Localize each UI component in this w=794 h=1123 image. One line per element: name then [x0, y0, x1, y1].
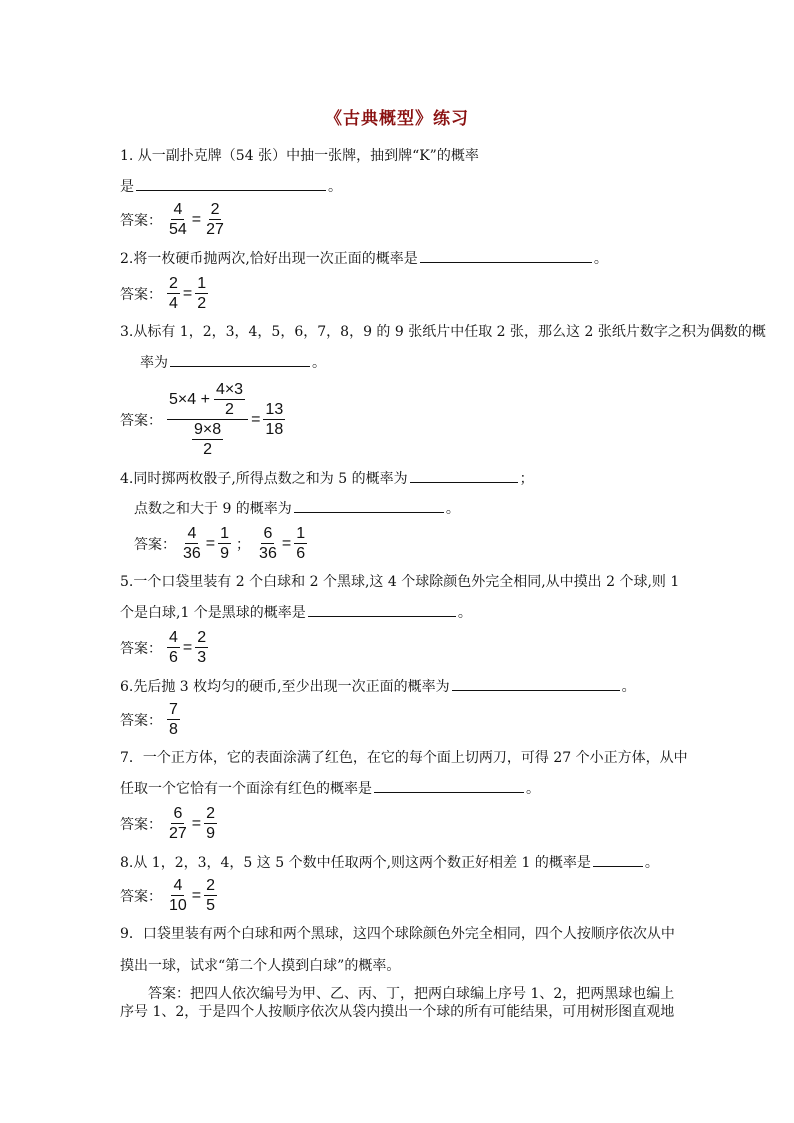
numerator: 4 — [173, 877, 183, 894]
question-2-blank — [420, 248, 592, 263]
answer-2-label: 答案： — [120, 286, 162, 303]
answer-9-line-2: 序号 1、2，于是四个人按顺序依次从袋内摸出一个球的所有可能结果，可用树形图直观地 — [120, 1004, 675, 1020]
equals-sign: = — [191, 814, 202, 832]
answer-7-fraction-1 — [167, 804, 189, 843]
denominator: 2 — [203, 441, 212, 458]
denominator: 36 — [183, 545, 201, 562]
question-1-line-1: 1. 从一副扑克牌（54 张）中抽一张牌，抽到牌“K”的概率 — [120, 148, 479, 164]
answer-1 — [120, 200, 227, 239]
denominator: 2 — [197, 295, 207, 312]
answer-7-label: 答案： — [120, 816, 162, 833]
question-9-line-1: 9．口袋里装有两个白球和两个黑球，这四个球除颜色外完全相同，四个人按顺序依次从中 — [120, 926, 675, 942]
denominator: 2 — [225, 401, 234, 418]
denominator: 6 — [296, 545, 306, 562]
numerator: 4 — [169, 629, 178, 646]
denominator: 27 — [206, 221, 224, 238]
question-4-blank-1 — [410, 468, 518, 483]
answer-8-label: 答案： — [120, 888, 162, 905]
numerator: 6 — [173, 805, 183, 822]
answer-1-label: 答案： — [120, 212, 162, 229]
question-8-text: 8.从 1，2，3，4，5 这 5 个数中任取两个,则这两个数正好相差 1 的概率是 — [120, 855, 591, 871]
question-6-suffix: 。 — [621, 679, 636, 695]
question-4-suffix-2: 。 — [445, 501, 460, 517]
denominator: 10 — [169, 897, 187, 914]
numerator: 2 — [210, 201, 220, 218]
answer-4 — [134, 524, 308, 563]
answer-4-label: 答案： — [134, 536, 176, 553]
question-8-blank — [593, 852, 643, 867]
denominator: 5 — [206, 897, 216, 914]
equals-sign: = — [191, 886, 202, 904]
answer-8 — [120, 876, 218, 915]
question-4-line-1 — [120, 468, 534, 489]
compound-numerator — [167, 380, 248, 420]
answer-9-line-1: 答案：把四人依次编号为甲、乙、丙、丁，把两白球编上序号 1、2，把两黑球也编上 — [148, 986, 675, 1002]
question-7-blank — [374, 778, 524, 793]
denominator-fraction — [192, 420, 223, 459]
question-1-prefix: 是 — [120, 179, 134, 195]
answer-5-fraction-1 — [167, 628, 180, 667]
question-2-text: 2.将一枚硬币抛两次,恰好出现一次正面的概率是 — [120, 251, 418, 267]
numerator-expression: 5×4 + — [169, 391, 210, 408]
question-4-line-2 — [134, 498, 460, 519]
numerator: 6 — [263, 525, 273, 542]
numerator: 7 — [169, 701, 178, 718]
numerator: 2 — [169, 275, 178, 292]
numerator: 4×3 — [215, 381, 244, 398]
answer-2 — [120, 274, 209, 313]
question-4-blank-2 — [294, 498, 444, 513]
equals-sign: = — [281, 534, 292, 552]
question-6-blank — [452, 676, 620, 691]
page-title: 《古典概型》练习 — [325, 109, 469, 129]
numerator: 13 — [265, 401, 284, 418]
numerator: 2 — [197, 629, 207, 646]
answer-5-fraction-2 — [195, 628, 208, 667]
question-3-line-1: 3.从标有 1，2，3，4，5，6，7，8，9 的 9 张纸片中任取 2 张，那么这 2 张纸片数字之积为偶数的概 — [120, 324, 766, 340]
question-4-text-1: 4.同时掷两枚骰子,所得点数之和为 5 的概率为 — [120, 471, 408, 487]
answer-4-fraction-b1 — [257, 524, 279, 563]
question-1-blank — [136, 176, 326, 191]
question-3-prefix: 率为 — [140, 355, 168, 371]
answer-3-result — [263, 400, 285, 439]
answer-8-fraction-1 — [167, 876, 189, 915]
question-1-suffix: 。 — [328, 179, 342, 195]
denominator: 6 — [169, 649, 178, 666]
answer-7 — [120, 804, 218, 843]
answer-3 — [120, 380, 286, 459]
equals-sign: = — [191, 210, 202, 228]
question-8 — [120, 852, 659, 873]
denominator: 27 — [169, 825, 187, 842]
numerator: 2 — [206, 805, 216, 822]
question-8-suffix: 。 — [644, 855, 659, 871]
denominator: 54 — [169, 221, 187, 238]
denominator: 18 — [265, 421, 284, 438]
denominator: 8 — [169, 721, 178, 738]
question-7-suffix: 。 — [526, 781, 540, 797]
equals-sign: = — [251, 410, 261, 428]
denominator: 9 — [206, 825, 216, 842]
numerator: 4 — [187, 525, 197, 542]
compound-denominator — [189, 420, 226, 459]
answer-3-compound-fraction — [167, 380, 248, 459]
numerator: 2 — [206, 877, 216, 894]
question-7-line-1: 7．一个正方体，它的表面涂满了红色，在它的每个面上切两刀，可得 27 个小正方体，从中 — [120, 750, 688, 766]
answer-2-fraction-1 — [167, 274, 180, 313]
numerator: 1 — [296, 525, 306, 542]
denominator: 36 — [259, 545, 277, 562]
question-3-suffix: 。 — [312, 355, 326, 371]
denominator: 4 — [169, 295, 178, 312]
question-9-line-2: 摸出一球，试求“第二个人摸到白球”的概率。 — [120, 958, 401, 974]
answer-8-fraction-2 — [204, 876, 217, 915]
question-5-text-2: 个是白球,1 个是黑球的概率是 — [120, 605, 306, 621]
answer-2-fraction-2 — [195, 274, 208, 313]
question-5-line-1: 5.一个口袋里装有 2 个白球和 2 个黑球,这 4 个球除颜色外完全相同,从中摸出 2 个球,则 1 — [120, 574, 680, 590]
answer-5-label: 答案： — [120, 640, 162, 657]
answer-3-label: 答案： — [120, 412, 162, 429]
answer-4-fraction-a2 — [218, 524, 231, 563]
question-7-line-2 — [120, 778, 540, 799]
question-5-blank — [308, 602, 456, 617]
answer-1-fraction-2 — [204, 200, 226, 239]
equals-sign: = — [182, 284, 193, 302]
numerator-fraction — [214, 380, 245, 419]
question-3-line-2 — [140, 352, 326, 373]
answer-6-label: 答案： — [120, 712, 162, 729]
question-5-suffix: 。 — [457, 605, 472, 621]
question-3-blank — [170, 352, 310, 367]
numerator: 9×8 — [193, 421, 222, 438]
question-6-text: 6.先后抛 3 枚均匀的硬币,至少出现一次正面的概率为 — [120, 679, 450, 695]
numerator: 1 — [220, 525, 230, 542]
numerator: 1 — [197, 275, 207, 292]
numerator: 4 — [173, 201, 183, 218]
question-1-line-2 — [120, 176, 342, 197]
equals-sign: = — [182, 638, 193, 656]
answer-6 — [120, 700, 181, 739]
question-7-text-2: 任取一个它恰有一个面涂有红色的概率是 — [120, 781, 372, 797]
answer-4-fraction-b2 — [294, 524, 307, 563]
denominator: 3 — [197, 649, 207, 666]
question-5-line-2 — [120, 602, 472, 623]
denominator: 9 — [220, 545, 230, 562]
answer-4-fraction-a1 — [181, 524, 203, 563]
question-4-text-2: 点数之和大于 9 的概率为 — [134, 501, 292, 517]
question-4-suffix-1: ； — [519, 471, 534, 487]
answer-6-fraction — [167, 700, 180, 739]
answer-1-fraction-1 — [167, 200, 189, 239]
question-2 — [120, 248, 608, 269]
answer-separator: ； — [236, 536, 251, 553]
answer-5 — [120, 628, 209, 667]
question-2-suffix: 。 — [593, 251, 608, 267]
answer-7-fraction-2 — [204, 804, 217, 843]
question-6 — [120, 676, 636, 697]
equals-sign: = — [205, 534, 216, 552]
